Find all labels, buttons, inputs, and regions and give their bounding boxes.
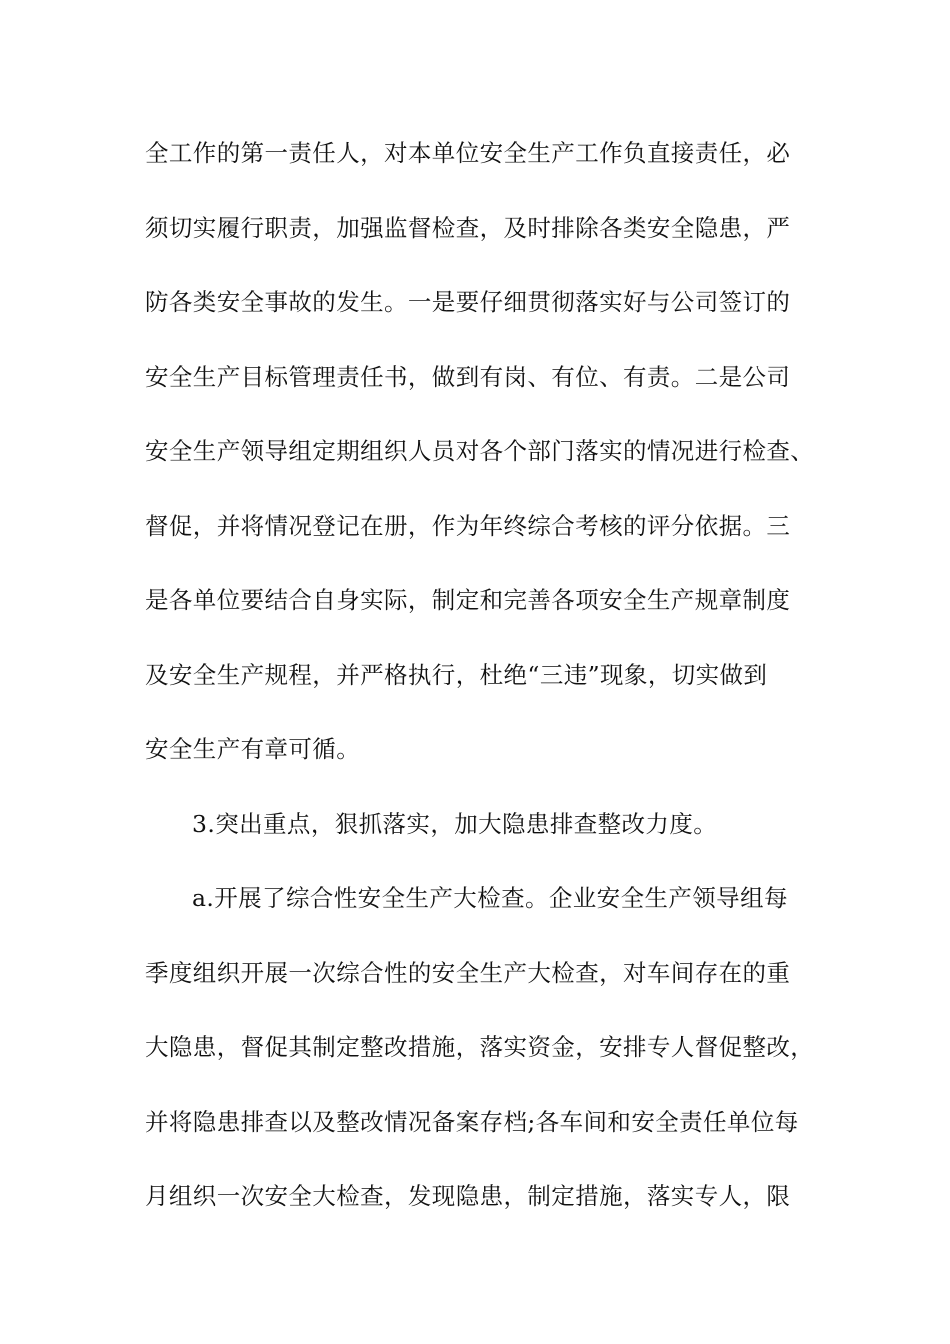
body-line-6: 督促，并将情况登记在册，作为年终综合考核的评分依据。三 (145, 511, 791, 540)
document-body (145, 130, 815, 1248)
body-line-5: 安全生产领导组定期组织人员对各个部门落实的情况进行检查、 (145, 437, 815, 465)
section-heading-3: 3.突出重点，狠抓落实，加大隐患排查整改力度。 (192, 809, 718, 838)
body-line-8: 及安全生产规程，并严格执行，杜绝“三违”现象，切实做到 (145, 660, 768, 689)
body-line-14: 并将隐患排查以及整改情况备案存档;各车间和安全责任单位每 (145, 1107, 799, 1136)
body-line-11: a.开展了综合性安全生产大检查。企业安全生产领导组每 (192, 884, 788, 912)
body-line-12: 季度组织开展一次综合性的安全生产大检查，对车间存在的重 (145, 958, 791, 987)
body-line-4: 安全生产目标管理责任书，做到有岗、有位、有责。二是公司 (145, 362, 791, 391)
body-line-3: 防各类安全事故的发生。一是要仔细贯彻落实好与公司签订的 (145, 288, 791, 316)
body-line-15: 月组织一次安全大检查，发现隐患，制定措施，落实专人，限 (145, 1182, 791, 1210)
body-line-1: 全工作的第一责任人，对本单位安全生产工作负直接责任，必 (145, 139, 791, 167)
body-line-7: 是各单位要结合自身实际，制定和完善各项安全生产规章制度 (145, 586, 791, 614)
body-line-9: 安全生产有章可循。 (145, 735, 361, 763)
body-line-13: 大隐患，督促其制定整改措施，落实资金，安排专人督促整改， (145, 1033, 815, 1061)
body-line-2: 须切实履行职责，加强监督检查，及时排除各类安全隐患，严 (145, 213, 791, 242)
